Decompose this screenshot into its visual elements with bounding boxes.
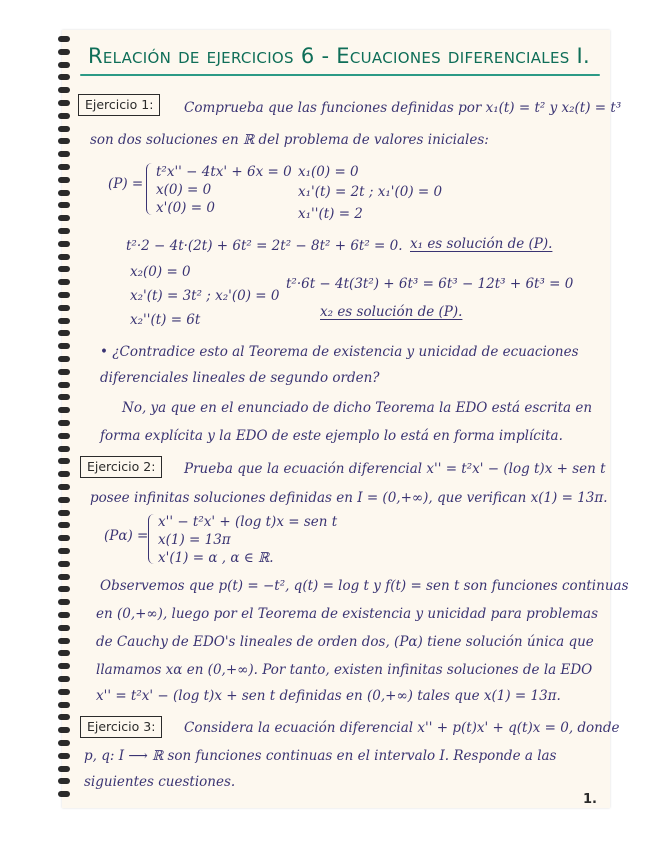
spiral-ring [58,190,70,196]
spiral-binding [58,36,72,806]
spiral-ring [58,650,70,656]
ex2-system-condition-2: x'(1) = α , α ∈ ℝ. [158,550,274,566]
ex1-question-line-1: • ¿Contradice esto al Teorema de existencia y unicidad de ecuaciones [100,344,579,360]
spiral-ring [58,138,70,144]
spiral-ring [58,279,70,285]
spiral-ring [58,407,70,413]
spiral-ring [58,382,70,388]
spiral-ring [58,330,70,336]
spiral-ring [58,510,70,516]
spiral-ring [58,676,70,682]
spiral-ring [58,535,70,541]
ex1-system-label: (P) = [108,176,144,192]
spiral-ring [58,62,70,68]
ex2-system-condition-1: x(1) = 13π [158,532,231,548]
spiral-ring [58,343,70,349]
spiral-ring [58,292,70,298]
spiral-ring [58,49,70,55]
ex1-check-2-note: x₂ es solución de (P). [320,304,463,320]
ex1-answer-line-2: forma explícita y la EDO de este ejemplo lo está en forma implícita. [100,428,563,444]
page-title: Relación de ejercicios 6 - Ecuaciones diferenciales I. [88,44,590,68]
spiral-ring [58,394,70,400]
spiral-ring [58,638,70,644]
spiral-ring [58,702,70,708]
ex2-body-line-5: x'' = t²x' − (log t)x + sen t definidas en (0,+∞) tales que x(1) = 13π. [96,688,561,704]
ex1-x1-derivative: x₁'(t) = 2t ; x₁'(0) = 0 [298,184,443,200]
spiral-ring [58,74,70,80]
spiral-ring [58,561,70,567]
ex2-body-line-4: llamamos xα en (0,+∞). Por tanto, existen infinitas soluciones de la EDO [96,662,593,678]
spiral-ring [58,740,70,746]
ex1-answer-line-1: No, ya que en el enunciado de dicho Teorema la EDO está escrita en [122,400,593,416]
ex1-system-condition-1: x(0) = 0 [156,182,212,198]
spiral-ring [58,420,70,426]
spiral-ring [58,484,70,490]
spiral-ring [58,791,70,797]
ex1-x2-second-derivative: x₂''(t) = 6t [130,312,201,328]
ex2-statement-line-2: posee infinitas soluciones definidas en I = (0,+∞), que verifican x(1) = 13π. [90,490,608,506]
spiral-ring [58,689,70,695]
spiral-ring [58,586,70,592]
ex1-statement-line-2: son dos soluciones en ℝ del problema de valores iniciales: [90,132,489,148]
ex2-body-line-2: en (0,+∞), luego por el Teorema de existencia y unicidad para problemas [96,606,599,622]
spiral-ring [58,177,70,183]
spiral-ring [58,727,70,733]
spiral-ring [58,151,70,157]
spiral-ring [58,113,70,119]
ex1-statement-line-1: Comprueba que las funciones definidas por x₁(t) = t² y x₂(t) = t³ [184,100,622,116]
ex2-statement-line-1: Prueba que la ecuación diferencial x'' = t²x' − (log t)x + sen t [184,461,606,477]
ex3-statement-line-1: Considera la ecuación diferencial x'' + p(t)x' + q(t)x = 0, donde [184,720,620,736]
exercise-2-label: Ejercicio 2: [80,456,162,478]
ex1-check-1-note: x₁ es solución de (P). [410,236,553,252]
ex1-system-condition-2: x'(0) = 0 [156,200,215,216]
ex1-question-line-2: diferenciales lineales de segundo orden? [100,370,380,386]
spiral-ring [58,369,70,375]
ex2-system-brace [148,514,157,564]
spiral-ring [58,433,70,439]
spiral-ring [58,356,70,362]
spiral-ring [58,753,70,759]
ex3-statement-line-2: p, q: I ⟶ ℝ son funciones continuas en el intervalo I. Responde a las [84,748,557,764]
spiral-ring [58,318,70,324]
spiral-ring [58,497,70,503]
spiral-ring [58,766,70,772]
spiral-ring [58,458,70,464]
exercise-1-label: Ejercicio 1: [78,94,160,116]
ex2-system-label: (Pα) = [104,528,149,544]
spiral-ring [58,241,70,247]
spiral-ring [58,446,70,452]
spiral-ring [58,522,70,528]
ex1-x2-value: x₂(0) = 0 [130,264,191,280]
spiral-ring [58,202,70,208]
spiral-ring [58,87,70,93]
page-number: 1. [583,792,597,807]
spiral-ring [58,164,70,170]
spiral-ring [58,612,70,618]
spiral-ring [58,305,70,311]
spiral-ring [58,254,70,260]
spiral-ring [58,548,70,554]
ex2-system-equation: x'' − t²x' + (log t)x = sen t [158,514,338,530]
spiral-ring [58,599,70,605]
spiral-ring [58,100,70,106]
spiral-ring [58,714,70,720]
spiral-ring [58,471,70,477]
spiral-ring [58,126,70,132]
spiral-ring [58,228,70,234]
ex1-x2-derivative: x₂'(t) = 3t² ; x₂'(0) = 0 [130,288,280,304]
ex1-x1-second-derivative: x₁''(t) = 2 [298,206,363,222]
spiral-ring [58,625,70,631]
ex2-body-line-1: Observemos que p(t) = −t², q(t) = log t y f(t) = sen t son funciones continuas [100,578,629,594]
spiral-ring [58,574,70,580]
ex3-statement-line-3: siguientes cuestiones. [84,774,236,790]
exercise-3-label: Ejercicio 3: [80,716,162,738]
ex1-system-equation: t²x'' − 4tx' + 6x = 0 [156,164,292,180]
ex2-body-line-3: de Cauchy de EDO's lineales de orden dos, (Pα) tiene solución única que [96,634,594,650]
spiral-ring [58,663,70,669]
spiral-ring [58,266,70,272]
spiral-ring [58,215,70,221]
title-underline [80,74,600,76]
spiral-ring [58,778,70,784]
ex1-system-brace [146,163,155,215]
ex1-x1-value: x₁(0) = 0 [298,164,359,180]
ex1-check-1: t²·2 − 4t·(2t) + 6t² = 2t² − 8t² + 6t² = 0. [126,238,403,254]
ex1-check-2: t²·6t − 4t(3t²) + 6t³ = 6t³ − 12t³ + 6t³ = 0 [286,276,574,292]
spiral-ring [58,36,70,42]
